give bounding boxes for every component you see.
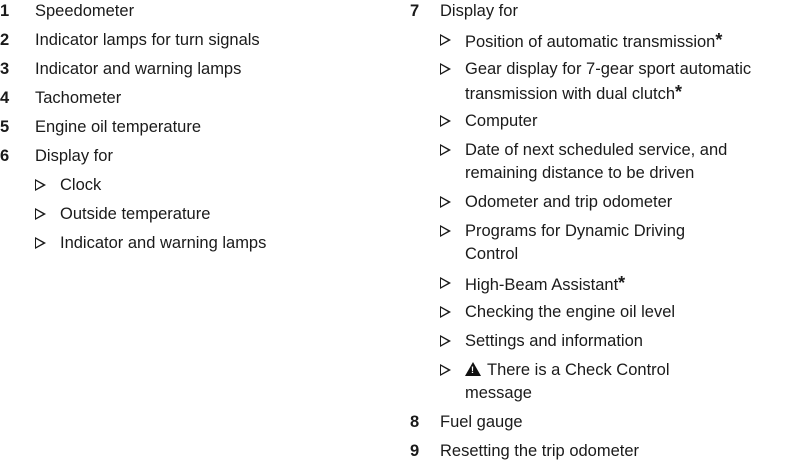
item-number: 6 — [0, 147, 10, 165]
item-label: Indicator lamps for turn signals — [35, 31, 260, 49]
sub-item — [35, 203, 390, 232]
sub-item-label: Settings and information — [465, 332, 643, 350]
list-item — [410, 411, 794, 440]
left-list — [0, 0, 390, 261]
item-label: Resetting the trip odometer — [440, 442, 640, 460]
list-item — [0, 0, 390, 29]
asterisk-mark: * — [715, 30, 723, 50]
sub-item-label-line1: Programs for Dynamic Driving — [465, 222, 686, 240]
list-item — [0, 58, 390, 87]
sub-item — [35, 174, 390, 203]
triangle-bullet-icon — [35, 208, 46, 220]
item-number: 1 — [0, 2, 10, 20]
sub-item — [440, 191, 794, 220]
sub-item — [440, 272, 794, 301]
sub-item-label: Position of automatic transmission — [465, 33, 716, 51]
triangle-bullet-icon — [440, 277, 451, 289]
sub-item-label-line1: There is a Check Control — [487, 361, 670, 379]
triangle-bullet-icon — [440, 144, 451, 156]
item-number: 2 — [0, 31, 10, 49]
item-number: 8 — [410, 413, 420, 431]
item-label: Display for — [440, 2, 518, 20]
item-label: Speedometer — [35, 2, 135, 20]
item-label: Tachometer — [35, 89, 122, 107]
sub-item-label: Indicator and warning lamps — [60, 234, 267, 252]
sub-item — [440, 139, 794, 191]
triangle-bullet-icon — [440, 225, 451, 237]
triangle-bullet-icon — [440, 364, 451, 376]
sub-item — [440, 29, 794, 58]
triangle-bullet-icon — [35, 237, 46, 249]
sub-item-label: Clock — [60, 176, 102, 194]
sub-item — [440, 330, 794, 359]
triangle-bullet-icon — [440, 335, 451, 347]
item-number: 3 — [0, 60, 10, 78]
asterisk-mark: * — [618, 273, 626, 293]
list-item — [410, 440, 794, 469]
sub-item — [35, 232, 390, 261]
list-item — [0, 87, 390, 116]
sub-item-label: High-Beam Assistant — [465, 276, 619, 294]
right-list — [410, 0, 794, 469]
sub-item-label-line2: Control — [465, 245, 519, 263]
sub-item-label-line1: Date of next scheduled service, and — [465, 141, 728, 159]
sub-item-label: Odometer and trip odometer — [465, 193, 673, 211]
sub-item — [440, 110, 794, 139]
sub-item — [440, 58, 794, 110]
list-item — [0, 116, 390, 145]
triangle-bullet-icon — [440, 196, 451, 208]
item-number: 4 — [0, 89, 10, 107]
triangle-bullet-icon — [440, 63, 451, 75]
item-label: Indicator and warning lamps — [35, 60, 242, 78]
item-number: 9 — [410, 442, 420, 460]
sub-item — [440, 301, 794, 330]
asterisk-mark: * — [675, 82, 683, 102]
sub-item-label-line2: message — [465, 384, 532, 402]
sub-item-label: Outside temperature — [60, 205, 211, 223]
item-label: Fuel gauge — [440, 413, 523, 431]
sub-item-label: Checking the engine oil level — [465, 303, 676, 321]
sub-item — [440, 359, 794, 411]
warning-triangle-icon — [465, 362, 481, 376]
item-label: Engine oil temperature — [35, 118, 202, 136]
list-item — [410, 0, 794, 29]
sub-item-label: Computer — [465, 112, 538, 130]
item-number: 5 — [0, 118, 10, 136]
list-item — [0, 29, 390, 58]
item-number: 7 — [410, 2, 420, 20]
sub-item-label-line2: remaining distance to be driven — [465, 164, 695, 182]
triangle-bullet-icon — [440, 115, 451, 127]
list-item — [0, 145, 390, 174]
item-label: Display for — [35, 147, 113, 165]
sub-item-label-line1: Gear display for 7-gear sport automatic — [465, 60, 752, 78]
triangle-bullet-icon — [440, 306, 451, 318]
sub-item-label-line2: transmission with dual clutch — [465, 85, 676, 103]
sub-item — [440, 220, 794, 272]
triangle-bullet-icon — [440, 34, 451, 46]
triangle-bullet-icon — [35, 179, 46, 191]
